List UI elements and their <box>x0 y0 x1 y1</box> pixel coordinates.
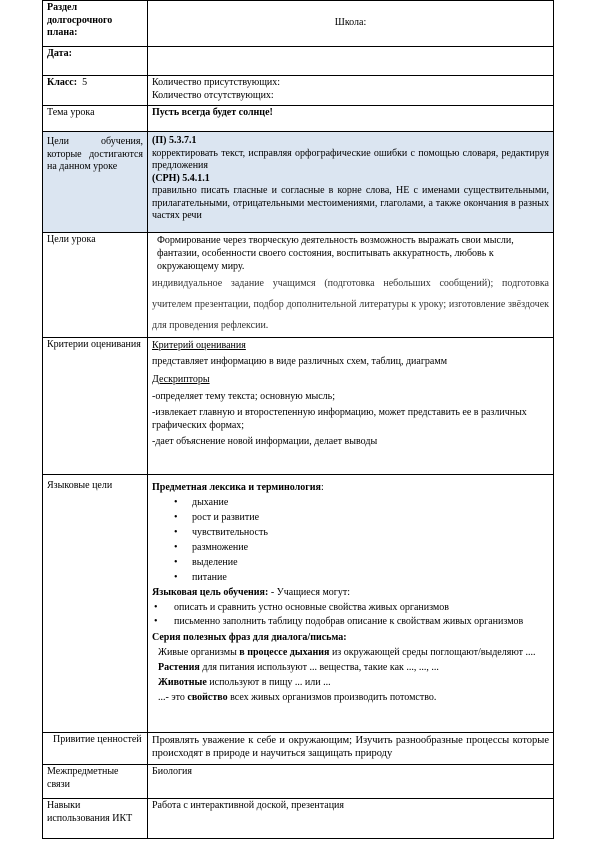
row-language-goals <box>43 475 554 733</box>
cross-curricular-value: Биология <box>148 765 554 799</box>
row-date <box>43 47 554 76</box>
lexicon-heading <box>152 480 549 495</box>
row-criteria <box>43 338 554 475</box>
phrase-3 <box>152 675 549 690</box>
list-item: • размножение <box>192 540 549 555</box>
descriptor-1: -определяет тему текста; основную мысль; <box>152 390 336 402</box>
language-goals-cell <box>148 475 554 733</box>
list-item: • питание <box>192 570 549 585</box>
attendance-cell <box>148 76 554 106</box>
descriptors-title: Дескрипторы <box>152 374 210 385</box>
phrase-4-b: свойство <box>187 692 228 703</box>
cross-curricular-label: Межпредметные связи <box>43 765 148 799</box>
phrase-1 <box>152 645 549 660</box>
ict-value: Работа с интерактивной доской, презентация <box>148 799 554 839</box>
class-value: 5 <box>82 77 88 88</box>
lesson-goal-main: Формирование через творческую деятельность возможность выражать свои мысли, фантазии, особенности своего состояния, воспитывать аккуратность, любовь к окружающему миру. <box>157 235 514 272</box>
terms-list <box>152 495 549 585</box>
lesson-goal-preparation: индивидуальное задание учащимся (подготовка небольших сообщений); подготовка учителем презентации, подбор дополнительной литературы к уроку; изготовление звёздочек для проведения рефлексии. <box>152 278 549 331</box>
language-goals-label: Языковые цели <box>43 475 148 733</box>
phrase-3-b: используют в пищу ... или ... <box>206 677 331 688</box>
phrase-1-c: из окружающей среды поглощают/выделяют .... <box>329 647 536 658</box>
phrase-4-c: всех живых организмов производить потомство. <box>227 692 437 703</box>
row-topic <box>43 106 554 132</box>
objective-code-2: (СРН) 5.4.1.1 <box>152 172 210 184</box>
row-cross-curricular <box>43 765 554 799</box>
lesson-goals-label: Цели урока <box>43 233 148 338</box>
topic-label: Тема урока <box>43 106 148 132</box>
class-label: Класс: <box>47 77 78 88</box>
bullet-icon: • <box>154 602 158 613</box>
lexicon-colon: : <box>320 482 324 493</box>
lesson-plan-table <box>42 0 554 839</box>
values-label: Привитие ценностей <box>43 733 148 765</box>
language-goal-heading <box>152 585 549 600</box>
absent-count-label: Количество отсутствующих: <box>152 89 274 101</box>
criterion-title: Критерий оценивания <box>152 340 246 351</box>
topic-value: Пусть всегда будет солнце! <box>148 106 554 132</box>
row-ict <box>43 799 554 839</box>
values-text: Проявлять уважение к себе и окружающим; Изучить разнообразные процессы которые происходят в природе и научиться защищать природу <box>148 733 554 765</box>
present-count-label: Количество присутствующих: <box>152 77 281 88</box>
phrase-2-a: Растения <box>158 662 200 673</box>
phrase-2 <box>152 660 549 675</box>
criteria-cell <box>148 338 554 475</box>
lexicon-title: Предметная лексика и терминология <box>152 482 321 493</box>
phrase-4-a: ...- это <box>158 692 188 703</box>
phrase-2-b: для питания используют ... вещества, такие как ..., ..., ... <box>199 662 439 673</box>
language-goal-rest: - Учащиеся могут: <box>268 587 351 598</box>
row-class <box>43 76 554 106</box>
descriptor-3: -дает объяснение новой информации, делает выводы <box>152 436 378 447</box>
list-item: • выделение <box>192 555 549 570</box>
phrase-4 <box>152 690 549 705</box>
ict-label: Навыки использования ИКТ <box>43 799 148 839</box>
row-section <box>43 1 554 47</box>
goal-item-2-text: письменно заполнить таблицу подобрав описание к свойствам живых организмов <box>174 616 524 627</box>
bullet-icon: • <box>154 616 158 627</box>
row-learning-objectives <box>43 132 554 233</box>
phrase-3-a: Животные <box>158 677 207 688</box>
list-item: • рост и развитие <box>192 510 549 525</box>
objective-text-2: правильно писать гласные и согласные в корне слова, НЕ с именами существительными, прилагательными, отрицательными местоимениями, глаголами, а также окончания в разных частях речи <box>152 185 549 221</box>
objective-text-1: корректировать текст, исправляя орфографические ошибки с помощью словаря, редактируя предложения <box>152 147 549 171</box>
goal-item-1-text: описать и сравнить устно основные свойства живых организмов <box>174 602 449 613</box>
row-values <box>43 733 554 765</box>
row-lesson-goals <box>43 233 554 338</box>
date-value <box>148 47 554 76</box>
phrases-title: Серия полезных фраз для диалога/письма: <box>152 632 347 643</box>
list-item: • дыхание <box>192 495 549 510</box>
phrase-1-a: Живые организмы <box>158 647 240 658</box>
criterion-text: представляет информацию в виде различных схем, таблиц, диаграмм <box>152 355 448 367</box>
learning-objectives-cell <box>148 132 554 233</box>
descriptor-2: -извлекает главную и второстепенную информацию, может представить ее в различных графических формах; <box>152 407 527 431</box>
class-cell <box>43 76 148 106</box>
learning-objectives-label: Цели обучения, которые достигаются на данном уроке <box>43 132 148 233</box>
lesson-goals-cell <box>148 233 554 338</box>
goal-item-2 <box>152 615 549 628</box>
school-field: Школа: <box>148 1 554 47</box>
list-item: • чувствительность <box>192 525 549 540</box>
section-label: Раздел долгосрочного плана: <box>43 1 148 47</box>
objective-code-1: (П) 5.3.7.1 <box>152 135 197 146</box>
date-label: Дата: <box>43 47 148 76</box>
goal-item-1 <box>152 600 549 615</box>
phrase-1-b: в процессе дыхания <box>239 647 330 658</box>
language-goal-title: Языковая цель обучения: <box>152 587 269 598</box>
criteria-label: Критерии оценивания <box>43 338 148 475</box>
